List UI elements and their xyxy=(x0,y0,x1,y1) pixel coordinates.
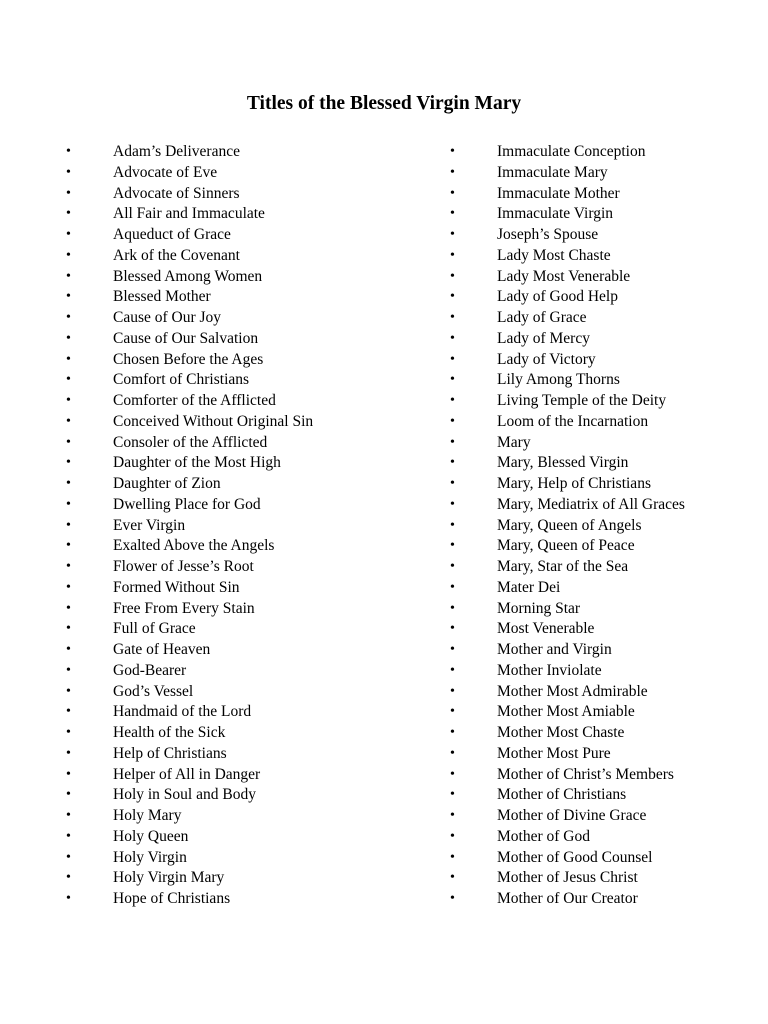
bullet-icon: • xyxy=(450,330,455,346)
list-item-text: Morning Star xyxy=(497,599,581,617)
bullet-icon: • xyxy=(450,828,455,844)
list-item-text: Mother Most Pure xyxy=(497,744,611,762)
list-item-text: Mother Most Chaste xyxy=(497,724,625,741)
bullet-icon: • xyxy=(450,393,455,408)
list-item-text: Full of Grace xyxy=(113,620,196,638)
list-item-text: Helper of All in Danger xyxy=(113,765,261,783)
bullet-icon: • xyxy=(450,351,455,367)
bullet-icon: • xyxy=(450,704,455,720)
list-item-text: Most Venerable xyxy=(497,620,595,638)
bullet-icon: • xyxy=(66,144,71,159)
bullet-icon: • xyxy=(66,600,71,616)
list-item-text: Loom of the Incarnation xyxy=(497,412,649,430)
bullet-icon: • xyxy=(450,496,455,512)
list-item-text: Ark of the Covenant xyxy=(113,246,240,264)
bullet-icon: • xyxy=(450,642,455,657)
bullet-icon: • xyxy=(66,579,71,595)
list-item-text: Mary, Queen of Peace xyxy=(497,537,635,555)
list-item-text: Mother of Jesus Christ xyxy=(497,869,638,887)
list-item-text: Immaculate Mary xyxy=(497,163,608,181)
bullet-icon: • xyxy=(450,206,455,222)
bullet-icon: • xyxy=(66,891,71,906)
bullet-icon: • xyxy=(66,849,71,865)
list-item-text: Holy Virgin Mary xyxy=(113,869,225,887)
bullet-icon: • xyxy=(66,185,71,201)
list-item-text: Lady of Victory xyxy=(497,350,596,368)
bullet-icon: • xyxy=(66,393,71,408)
bullet-icon: • xyxy=(66,164,71,180)
bullet-icon: • xyxy=(450,870,455,886)
bullet-icon: • xyxy=(450,227,455,242)
list-item-text: Dwelling Place for God xyxy=(113,495,261,513)
list-item-text: Lady Most Venerable xyxy=(497,267,631,285)
list-item-text: Advocate of Eve xyxy=(113,163,218,181)
list-item-text: Flower of Jesse’s Root xyxy=(113,558,254,575)
bullet-icon: • xyxy=(450,579,455,595)
bullet-icon: • xyxy=(450,476,455,491)
bullet-icon: • xyxy=(66,496,71,512)
bullet-icon: • xyxy=(450,185,455,201)
bullet-icon: • xyxy=(450,144,455,159)
list-item-text: Lady of Grace xyxy=(497,309,587,326)
list-item-text: Living Temple of the Deity xyxy=(497,392,667,409)
list-item-text: Mary, Blessed Virgin xyxy=(497,454,629,472)
bullet-icon: • xyxy=(66,704,71,720)
list-item-text: Consoler of the Afflicted xyxy=(113,433,268,451)
list-item-text: Joseph’s Spouse xyxy=(497,226,599,243)
list-item-text: Lady of Good Help xyxy=(497,288,618,306)
bullet-icon: • xyxy=(450,766,455,782)
bullet-icon: • xyxy=(66,538,71,554)
list-item-text: Blessed Among Women xyxy=(113,267,263,285)
bullet-icon: • xyxy=(450,787,455,803)
list-item-text: Hope of Christians xyxy=(113,890,231,907)
list-item-text: Mary xyxy=(497,433,531,451)
list-item-text: Gate of Heaven xyxy=(113,641,211,658)
list-item-text: Mother of Christians xyxy=(497,786,627,804)
bullet-icon: • xyxy=(450,559,455,574)
list-item-text: Conceived Without Original Sin xyxy=(113,412,314,430)
list-item-text: Mother of Good Counsel xyxy=(497,848,653,866)
list-item-text: Immaculate Conception xyxy=(497,143,646,160)
bullet-icon: • xyxy=(450,538,455,554)
bullet-icon: • xyxy=(66,289,71,305)
bullet-icon: • xyxy=(450,683,455,699)
bullet-icon: • xyxy=(450,310,455,325)
list-item-text: Mary, Mediatrix of All Graces xyxy=(497,495,685,513)
bullet-icon: • xyxy=(450,662,455,678)
list-item-text: Mother Most Admirable xyxy=(497,682,648,700)
page-title: Titles of the Blessed Virgin Mary xyxy=(246,93,522,114)
list-item-text: Handmaid of the Lord xyxy=(113,703,252,721)
bullet-icon: • xyxy=(450,268,455,284)
list-item-text: Advocate of Sinners xyxy=(113,184,240,202)
list-item-text: Mother of Our Creator xyxy=(497,890,638,907)
list-item-text: Lady of Mercy xyxy=(497,329,590,347)
bullet-icon: • xyxy=(450,164,455,180)
bullet-icon: • xyxy=(66,642,71,657)
list-item-text: Holy Virgin xyxy=(113,848,187,866)
bullet-icon: • xyxy=(66,413,71,429)
list-item-text: Help of Christians xyxy=(113,744,227,762)
bullet-icon: • xyxy=(450,517,455,533)
list-item-text: God-Bearer xyxy=(113,661,187,679)
bullet-icon: • xyxy=(66,683,71,699)
bullet-icon: • xyxy=(66,268,71,284)
bullet-icon: • xyxy=(66,828,71,844)
list-item-text: Mother Most Amiable xyxy=(497,703,635,721)
bullet-icon: • xyxy=(66,330,71,346)
bullet-icon: • xyxy=(450,434,455,450)
list-item-text: Mary, Queen of Angels xyxy=(497,516,642,534)
list-item-text: Comforter of the Afflicted xyxy=(113,392,276,409)
bullet-icon: • xyxy=(66,227,71,242)
bullet-icon: • xyxy=(66,206,71,222)
list-item-text: Adam’s Deliverance xyxy=(113,143,240,160)
list-item-text: Health of the Sick xyxy=(113,724,226,741)
bullet-icon: • xyxy=(66,621,71,637)
bullet-icon: • xyxy=(66,725,71,740)
bullet-icon: • xyxy=(450,289,455,305)
list-item-text: Daughter of the Most High xyxy=(113,454,281,472)
list-item-text: Lily Among Thorns xyxy=(497,371,620,389)
list-item-text: Formed Without Sin xyxy=(113,578,240,596)
bullet-icon: • xyxy=(450,621,455,637)
bullet-icon: • xyxy=(66,351,71,367)
bullet-icon: • xyxy=(66,372,71,388)
bullet-icon: • xyxy=(450,745,455,761)
bullet-icon: • xyxy=(450,413,455,429)
list-item-text: Mother and Virgin xyxy=(497,641,612,658)
bullet-icon: • xyxy=(66,766,71,782)
list-item-text: Immaculate Mother xyxy=(497,184,620,202)
bullet-icon: • xyxy=(66,455,71,471)
bullet-icon: • xyxy=(450,891,455,906)
bullet-icon: • xyxy=(66,870,71,886)
bullet-icon: • xyxy=(66,559,71,574)
bullet-icon: • xyxy=(66,476,71,491)
list-item-text: Immaculate Virgin xyxy=(497,205,614,223)
list-item-text: Cause of Our Joy xyxy=(113,309,222,326)
bullet-icon: • xyxy=(450,247,455,263)
bullet-icon: • xyxy=(450,455,455,471)
list-item-text: Mary, Star of the Sea xyxy=(497,558,629,575)
list-item-text: Mother of God xyxy=(497,827,590,845)
list-item-text: All Fair and Immaculate xyxy=(113,205,265,223)
list-item-text: Exalted Above the Angels xyxy=(113,537,275,555)
bullet-icon: • xyxy=(66,310,71,325)
list-item-text: Mary, Help of Christians xyxy=(497,475,651,492)
list-item-text: Aqueduct of Grace xyxy=(113,226,231,243)
list-item-text: Daughter of Zion xyxy=(113,475,221,492)
bullet-icon: • xyxy=(66,434,71,450)
bullet-icon: • xyxy=(450,372,455,388)
bullet-icon: • xyxy=(66,745,71,761)
bullet-icon: • xyxy=(66,247,71,263)
list-item-text: Mater Dei xyxy=(497,578,561,596)
list-item-text: Blessed Mother xyxy=(113,288,211,306)
bullet-icon: • xyxy=(66,808,71,823)
bullet-icon: • xyxy=(66,517,71,533)
list-item-text: Cause of Our Salvation xyxy=(113,329,259,347)
bullet-icon: • xyxy=(66,787,71,803)
list-item-text: Ever Virgin xyxy=(113,516,186,534)
bullet-icon: • xyxy=(66,662,71,678)
list-item-text: Mother Inviolate xyxy=(497,661,602,679)
list-item-text: Chosen Before the Ages xyxy=(113,350,264,368)
bullet-icon: • xyxy=(450,600,455,616)
bullet-icon: • xyxy=(450,849,455,865)
list-item-text: Comfort of Christians xyxy=(113,371,250,389)
list-item-text: Mother of Christ’s Members xyxy=(497,765,674,783)
list-item-text: Mother of Divine Grace xyxy=(497,807,647,824)
list-item-text: Holy Queen xyxy=(113,827,189,845)
list-item-text: Holy Mary xyxy=(113,807,182,824)
list-item-text: Free From Every Stain xyxy=(113,599,255,617)
bullet-icon: • xyxy=(450,808,455,823)
list-item-text: Lady Most Chaste xyxy=(497,246,611,264)
list-item-text: God’s Vessel xyxy=(113,682,194,700)
bullet-icon: • xyxy=(450,725,455,740)
list-item-text: Holy in Soul and Body xyxy=(113,786,256,804)
